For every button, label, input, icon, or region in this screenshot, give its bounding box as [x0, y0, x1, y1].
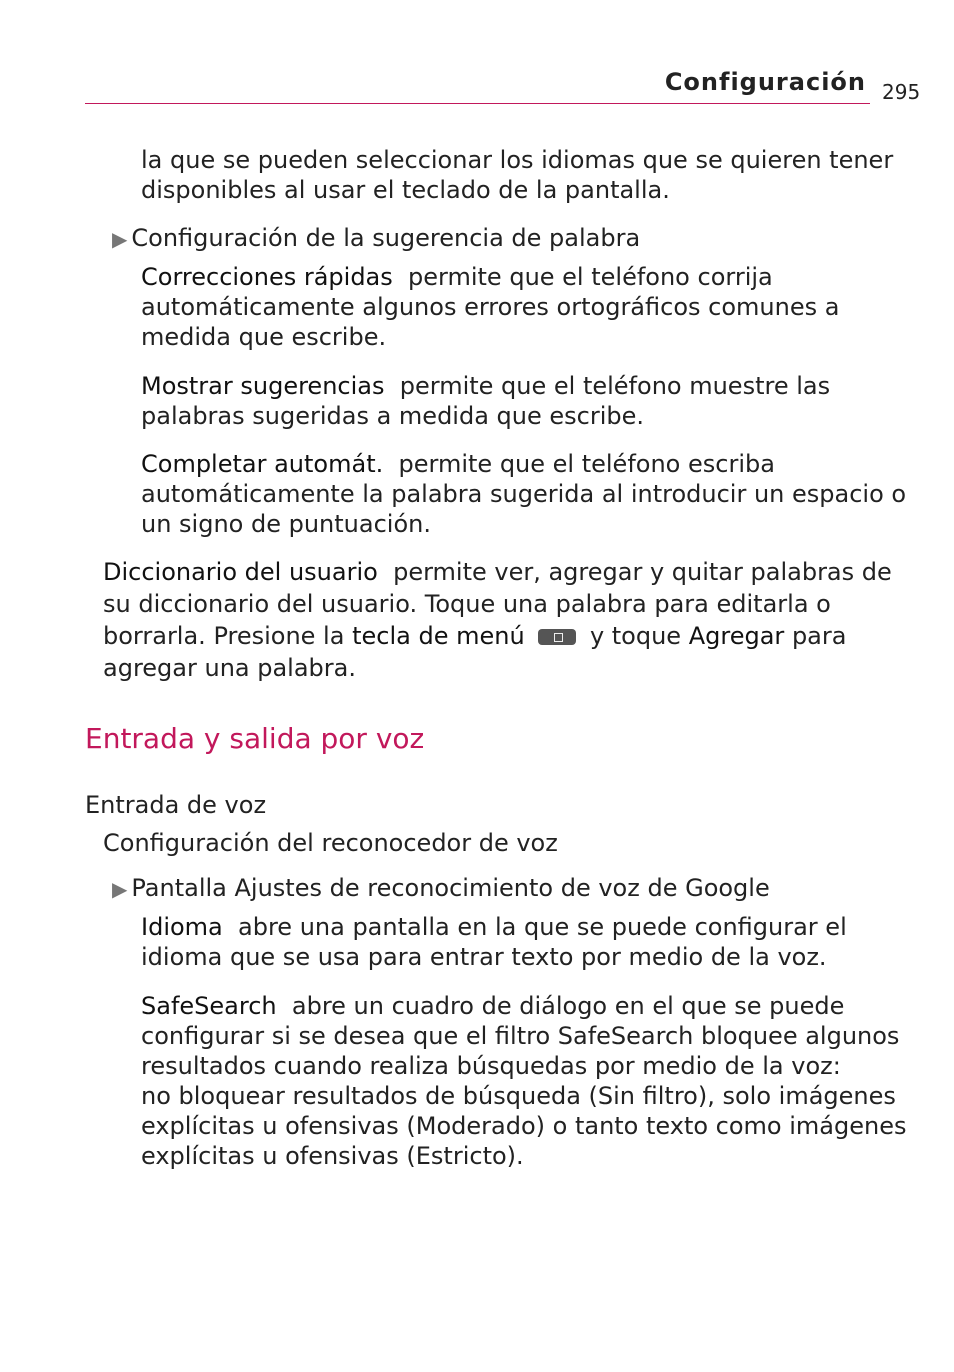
user-dictionary-line-2: su diccionario del usuario. Toque una palabra para editarla o	[103, 590, 831, 618]
user-dictionary-line-3b: y toque	[589, 622, 682, 650]
intro-line-1: la que se pueden seleccionar los idiomas que se quieren tener	[141, 146, 894, 174]
safesearch-paragraph	[141, 991, 906, 1171]
quick-fix-paragraph	[141, 262, 839, 352]
safesearch-line-4: no bloquear resultados de búsqueda (Sin filtro), solo imágenes	[141, 1082, 896, 1110]
safesearch-term: SafeSearch	[141, 992, 277, 1020]
user-dictionary-paragraph	[103, 556, 892, 684]
intro-line-2: disponibles al usar el teclado de la pantalla.	[141, 176, 670, 204]
auto-complete-term: Completar automát.	[141, 450, 384, 478]
user-dictionary-line-3c: para	[791, 622, 847, 650]
add-term: Agregar	[688, 622, 785, 650]
auto-complete-line-3: un signo de puntuación.	[141, 510, 431, 538]
language-line-2: idioma que se usa para entrar texto por medio de la voz.	[141, 943, 827, 971]
auto-complete-paragraph	[141, 449, 906, 539]
page-number: 295	[882, 80, 921, 104]
show-suggestions-paragraph	[141, 371, 830, 431]
auto-complete-line-1: permite que el teléfono escriba	[398, 450, 775, 478]
safesearch-line-5: explícitas u ofensivas (Moderado) o tanto texto como imágenes	[141, 1112, 907, 1140]
auto-complete-line-2: automáticamente la palabra sugerida al introducir un espacio o	[141, 480, 907, 508]
word-suggestion-heading-text: Configuración de la sugerencia de palabra	[131, 224, 641, 252]
language-line-1: abre una pantalla en la que se puede configurar el	[238, 913, 847, 941]
language-term: Idioma	[141, 913, 223, 941]
section-heading-voice: Entrada y salida por voz	[85, 722, 425, 755]
quick-fix-line-2: automáticamente algunos errores ortográficos comunes a	[141, 293, 840, 321]
show-suggestions-term: Mostrar sugerencias	[141, 372, 385, 400]
quick-fix-line-3: medida que escribe.	[141, 323, 387, 351]
google-settings-heading	[112, 873, 770, 904]
google-settings-heading-text: Pantalla Ajustes de reconocimiento de voz de Google	[131, 874, 770, 902]
word-suggestion-heading	[112, 223, 640, 254]
voice-input-heading: Entrada de voz	[85, 791, 267, 819]
header-title: Configuración	[664, 68, 866, 96]
menu-key-icon	[538, 629, 576, 645]
safesearch-line-1: abre un cuadro de diálogo en el que se puede	[291, 992, 845, 1020]
arrow-right-icon: ▶	[112, 227, 128, 251]
quick-fix-term: Correcciones rápidas	[141, 263, 393, 291]
arrow-right-icon: ▶	[112, 877, 128, 901]
menu-key-term: tecla de menú	[352, 622, 525, 650]
recognizer-settings-heading: Configuración del reconocedor de voz	[103, 829, 558, 857]
header-divider	[85, 103, 870, 104]
safesearch-line-2: configurar si se desea que el filtro SafeSearch bloquee algunos	[141, 1022, 900, 1050]
user-dictionary-line-1: permite ver, agregar y quitar palabras de	[393, 558, 892, 586]
user-dictionary-line-3a: borrarla. Presione la	[103, 622, 345, 650]
language-paragraph	[141, 912, 847, 972]
show-suggestions-line-1: permite que el teléfono muestre las	[399, 372, 831, 400]
show-suggestions-line-2: palabras sugeridas a medida que escribe.	[141, 402, 645, 430]
intro-paragraph	[141, 145, 893, 205]
user-dictionary-term: Diccionario del usuario	[103, 558, 378, 586]
user-dictionary-line-4: agregar una palabra.	[103, 654, 356, 682]
quick-fix-line-1: permite que el teléfono corrija	[408, 263, 773, 291]
safesearch-line-3: resultados cuando realiza búsquedas por medio de la voz:	[141, 1052, 841, 1080]
safesearch-line-6: explícitas u ofensivas (Estricto).	[141, 1142, 524, 1170]
